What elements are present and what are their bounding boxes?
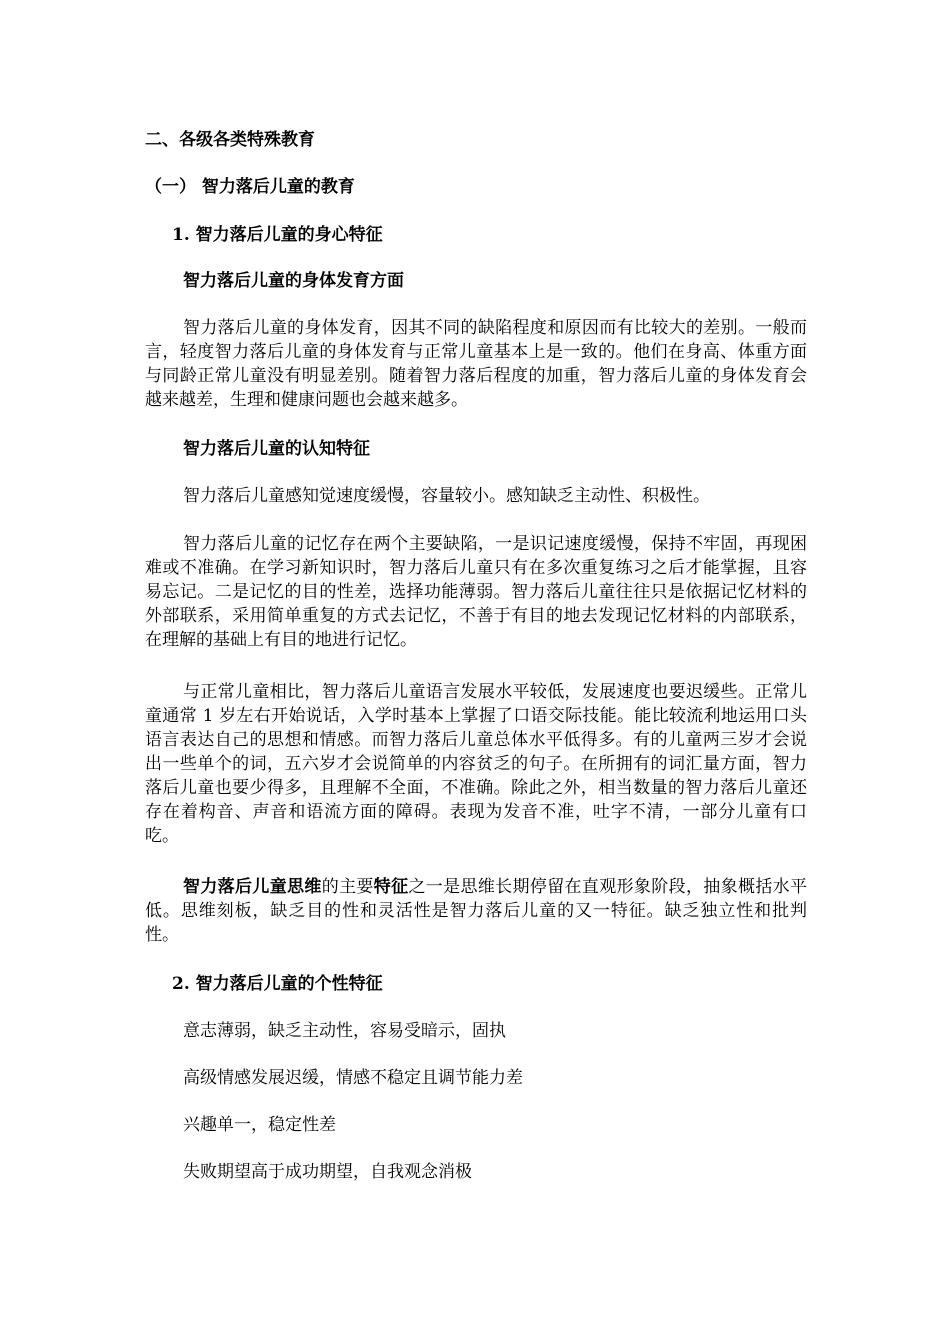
trait-item: 失败期望高于成功期望，自我观念消极 (183, 1162, 472, 1182)
cognitive-heading: 智力落后儿童的认知特征 (183, 439, 370, 459)
memory-paragraph: 智力落后儿童的记忆存在两个主要缺陷，一是识记速度缓慢，保持不牢固，再现困难或不准确。在学习新知识时，智力落后儿童只有在多次重复练习之后才能掌握，且容易忘记。二是记忆的目的性差，选择功能薄弱。智力落后儿童往往只是依据记忆材料的外部联系，采用简单重复的方式去记忆，不善于有目的地去发现记忆材料的内部联系，在理解的基础上有目的地进行记忆。 (145, 534, 807, 650)
language-paragraph: 与正常儿童相比，智力落后儿童语言发展水平较低，发展速度也要迟缓些。正常儿童通常 1 岁左右开始说话，入学时基本上掌握了口语交际技能。能比较流利地运用口头语言表达自己的思想和情感。而智力落后儿童总体水平低得多。有的儿童两三岁才会说出一些单个的词，五六岁才会说简单的内容贫乏的句子。在所拥有的词汇量方面，智力落后儿童也要少得多，且理解不全面，不准确。除此之外，相当数量的智力落后儿童还存在着构音、声音和语流方面的障碍。表现为发音不准，吐字不清，一部分儿童有口吃。 (145, 682, 807, 846)
part1-heading: 1. 智力落后儿童的身心特征 (172, 225, 383, 245)
trait-item: 高级情感发展迟缓，情感不稳定且调节能力差 (183, 1068, 523, 1088)
thinking-paragraph (145, 875, 807, 947)
trait-item: 兴趣单一，稳定性差 (183, 1115, 336, 1135)
trait-item: 意志薄弱，缺乏主动性，容易受暗示，固执 (183, 1021, 506, 1041)
thinking-bold-2: 特征 (373, 877, 409, 897)
perception-paragraph: 智力落后儿童感知觉速度缓慢，容量较小。感知缺乏主动性、积极性。 (183, 486, 710, 506)
physical-heading: 智力落后儿童的身体发育方面 (183, 271, 404, 291)
thinking-mid: 的主要 (321, 877, 374, 897)
section-title: 二、各级各类特殊教育 (145, 130, 315, 150)
thinking-rest: 之一是思维长期停留在直观形象阶段，抽象概括水平低。思维刻板，缺乏目的性和灵活性是智力落后儿童的又一特征。缺乏独立性和批判性。 (145, 877, 808, 945)
part2-heading: 2. 智力落后儿童的个性特征 (172, 974, 383, 994)
thinking-bold-1: 智力落后儿童思维 (183, 877, 322, 897)
physical-paragraph: 智力落后儿童的身体发育，因其不同的缺陷程度和原因而有比较大的差别。一般而言，轻度智力落后儿童的身体发育与正常儿童基本上是一致的。他们在身高、体重方面与同龄正常儿童没有明显差别。随着智力落后程度的加重，智力落后儿童的身体发育会越来越差，生理和健康问题也会越来越多。 (145, 318, 807, 410)
subsection-title: （一） 智力落后儿童的教育 (145, 177, 355, 197)
